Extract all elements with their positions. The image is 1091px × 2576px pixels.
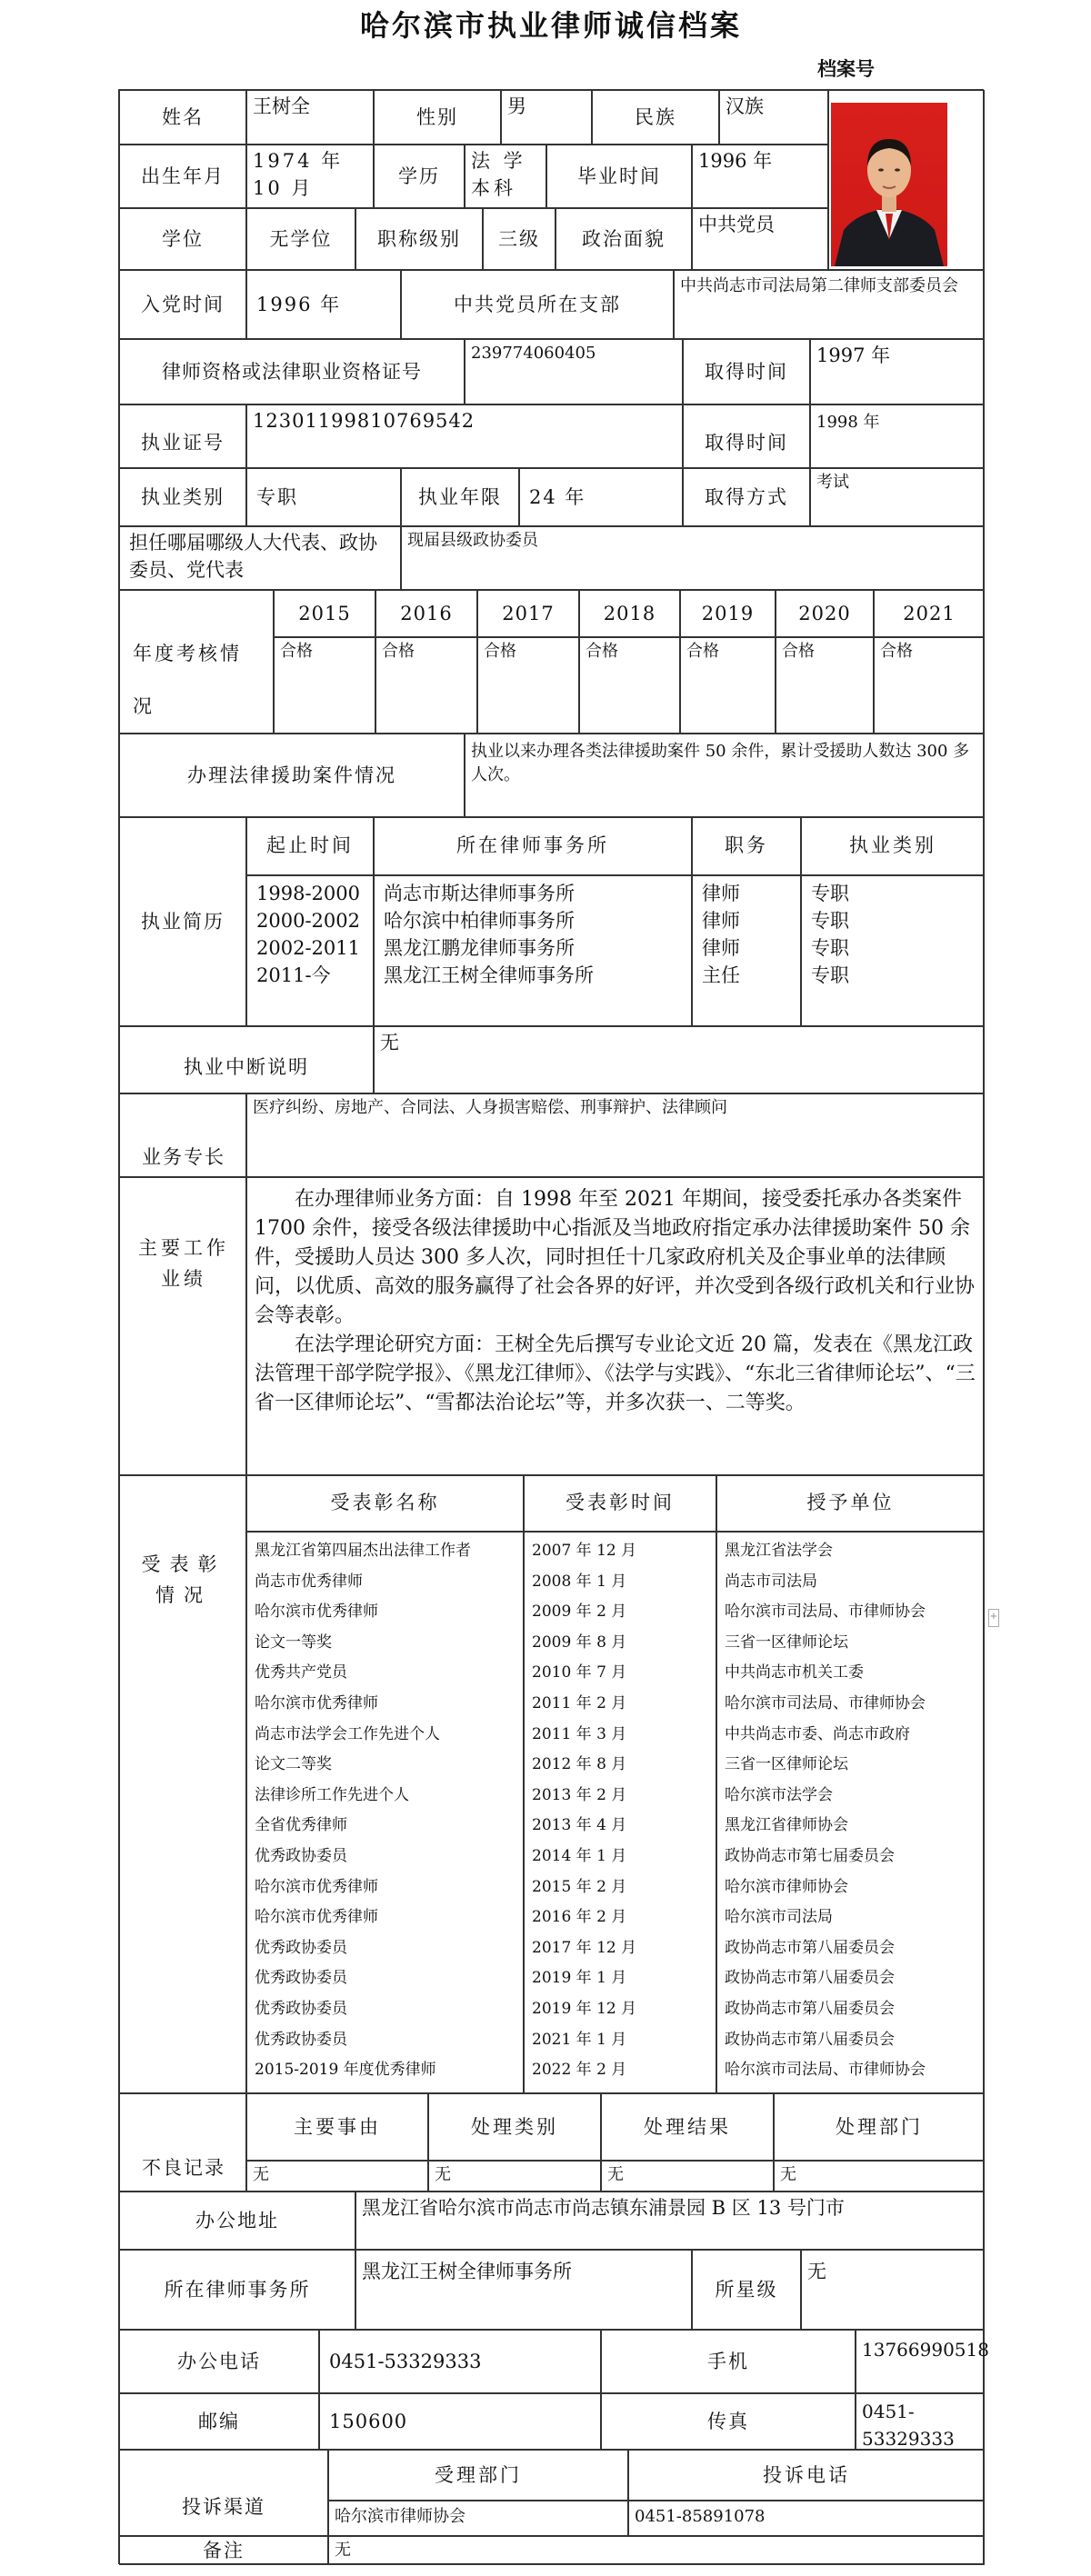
history-period-list bbox=[256, 880, 364, 989]
party-date-label: 入党时间 bbox=[119, 270, 246, 339]
license-date-label: 取得时间 bbox=[683, 404, 810, 468]
assessment-year: 2015 bbox=[274, 590, 375, 637]
ethnicity-value: 汉族 bbox=[719, 90, 828, 145]
award-unit: 尚志市司法局 bbox=[725, 1572, 817, 1591]
awards-header-date: 受表彰时间 bbox=[524, 1475, 716, 1532]
complaint-phone-header: 投诉电话 bbox=[628, 2450, 985, 2501]
assessment-year: 2020 bbox=[776, 590, 874, 637]
bad-records-value: 无 bbox=[774, 2161, 985, 2192]
birth-label: 出生年月 bbox=[119, 145, 246, 208]
award-unit: 中共尚志市委、尚志市政府 bbox=[725, 1724, 910, 1743]
award-name: 尚志市优秀律师 bbox=[255, 1572, 363, 1591]
scroll-marker-icon[interactable]: + bbox=[988, 1609, 999, 1627]
award-name: 黑龙江省第四届杰出法律工作者 bbox=[255, 1542, 471, 1560]
complaint-dept-value: 哈尔滨市律师协会 bbox=[328, 2501, 628, 2536]
history-kind: 专职 bbox=[811, 910, 849, 932]
award-name: 论文二等奖 bbox=[255, 1755, 332, 1774]
positions-label: 担任哪届哪级人大代表、政协委员、党代表 bbox=[119, 526, 401, 590]
political-value: 中共党员 bbox=[692, 208, 828, 270]
page-title: 哈尔滨市执业律师诚信档案 bbox=[359, 8, 742, 43]
firm-value: 黑龙江王树全律师事务所 bbox=[355, 2250, 692, 2330]
history-firm-list bbox=[384, 880, 682, 989]
award-name: 哈尔滨市优秀律师 bbox=[255, 1877, 378, 1896]
political-label: 政治面貌 bbox=[556, 208, 692, 270]
award-date-list bbox=[532, 1536, 708, 2086]
awards-label: 受表彰情况 bbox=[141, 1553, 226, 1606]
award-unit: 黑龙江省法学会 bbox=[725, 1542, 833, 1560]
award-name: 优秀政协委员 bbox=[255, 1969, 347, 1988]
legal-aid-text: 执业以来办理各类法律援助案件 50 余件，累计受援助人数达 300 多人次。 bbox=[465, 734, 985, 817]
award-name: 优秀共产党员 bbox=[255, 1663, 347, 1682]
assessment-year: 2017 bbox=[477, 590, 579, 637]
bad-records-label-cell bbox=[119, 2093, 246, 2192]
bad-records-header: 主要事由 bbox=[246, 2093, 428, 2161]
remarks-value: 无 bbox=[328, 2536, 985, 2565]
history-firm: 黑龙江鹏龙律师事务所 bbox=[384, 937, 575, 959]
award-name: 优秀政协委员 bbox=[255, 1999, 347, 2018]
award-name-list bbox=[255, 1536, 515, 2086]
bad-records-value: 无 bbox=[428, 2161, 601, 2192]
mobile-label: 手机 bbox=[601, 2330, 856, 2393]
complaint-phone-value: 0451-85891078 bbox=[628, 2501, 985, 2536]
assessment-result: 合格 bbox=[274, 637, 375, 734]
history-period: 2000-2002 bbox=[256, 910, 360, 932]
assessment-year: 2021 bbox=[874, 590, 985, 637]
achievements-paragraph-1: 在办理律师业务方面：自 1998 年至 2021 年期间，接受委托承办各类案件 1700 余件，接受各级法律援助中心指派及当地政府指定承办法律援助案件 50 余件，受援助人员达 300 多人次，同时担任十几家政府机关及企事业单的法律顾问，以优质、高效的服务赢得了社会各界的好评，并次受到各级行政机关和行业协会等表彰。 bbox=[255, 1188, 976, 1327]
specialty-label-cell bbox=[119, 1093, 246, 1177]
assessment-result: 合格 bbox=[477, 637, 579, 734]
history-roles bbox=[692, 875, 801, 1026]
award-unit: 政协尚志市第八届委员会 bbox=[725, 1969, 895, 1988]
award-date: 2016 年 2 月 bbox=[532, 1908, 627, 1927]
award-date: 2021 年 1 月 bbox=[532, 2030, 627, 2049]
history-firms bbox=[374, 875, 692, 1026]
archive-number-label: 档案号 bbox=[817, 57, 875, 80]
award-unit: 政协尚志市第八届委员会 bbox=[725, 2030, 895, 2049]
achievements-paragraph-2: 在法学理论研究方面：王树全先后撰写专业论文近 20 篇，发表在《黑龙江政法管理干部学院学报》、《黑龙江律师》、《法学与实践》、“东北三省律师论坛”、“三省一区律师论坛”、“雪都法治论坛”等，并多次获一、二等奖。 bbox=[255, 1333, 976, 1414]
awards-header-name: 受表彰名称 bbox=[246, 1475, 524, 1532]
years-label: 执业年限 bbox=[401, 468, 519, 526]
method-label: 取得方式 bbox=[683, 468, 810, 526]
bad-records-header: 处理部门 bbox=[774, 2093, 985, 2161]
bad-records-header: 处理结果 bbox=[601, 2093, 774, 2161]
phone-value: 0451-53329333 bbox=[319, 2330, 601, 2393]
name-label: 姓名 bbox=[119, 90, 246, 145]
award-date: 2011 年 3 月 bbox=[532, 1724, 627, 1743]
award-unit: 哈尔滨市法学会 bbox=[725, 1785, 833, 1804]
assessment-result: 合格 bbox=[680, 637, 776, 734]
education-value: 法 学 本科 bbox=[465, 145, 546, 208]
history-role: 主任 bbox=[702, 964, 740, 986]
practice-type-value: 专职 bbox=[246, 468, 401, 526]
assessment-result: 合格 bbox=[579, 637, 680, 734]
award-date: 2011 年 2 月 bbox=[532, 1693, 627, 1712]
history-period: 1998-2000 bbox=[256, 883, 360, 904]
history-header-firm: 所在律师事务所 bbox=[374, 817, 692, 875]
award-unit: 哈尔滨市司法局、市律师协会 bbox=[725, 1693, 926, 1712]
award-name: 全省优秀律师 bbox=[255, 1816, 347, 1835]
zip-label: 邮编 bbox=[119, 2393, 319, 2450]
ethnicity-label: 民族 bbox=[592, 90, 719, 145]
award-name: 优秀政协委员 bbox=[255, 2030, 347, 2049]
star-label: 所星级 bbox=[692, 2250, 801, 2330]
award-unit: 中共尚志市机关工委 bbox=[725, 1663, 864, 1682]
years-value: 24 年 bbox=[519, 468, 683, 526]
award-name: 2015-2019 年度优秀律师 bbox=[255, 2061, 436, 2080]
title-level-value: 三级 bbox=[483, 208, 556, 270]
assessment-result: 合格 bbox=[776, 637, 874, 734]
zip-value: 150600 bbox=[319, 2393, 601, 2450]
history-role-list bbox=[702, 880, 791, 989]
history-role: 律师 bbox=[702, 937, 740, 959]
award-date: 2014 年 1 月 bbox=[532, 1846, 627, 1865]
award-unit: 三省一区律师论坛 bbox=[725, 1632, 848, 1652]
award-date: 2013 年 2 月 bbox=[532, 1785, 627, 1804]
history-period: 2002-2011 bbox=[256, 937, 360, 959]
star-value: 无 bbox=[801, 2250, 985, 2330]
birth-value: 1974 年 10 月 bbox=[246, 145, 374, 208]
history-kind-list bbox=[811, 880, 975, 989]
history-header-kind: 执业类别 bbox=[801, 817, 985, 875]
bad-records-value: 无 bbox=[601, 2161, 774, 2192]
specialty-label: 业务专长 bbox=[142, 1146, 225, 1168]
award-name: 法律诊所工作先进个人 bbox=[255, 1785, 409, 1804]
award-date: 2022 年 2 月 bbox=[532, 2061, 627, 2080]
assessment-label: 年度考核情况 bbox=[133, 643, 242, 717]
awards-units bbox=[716, 1532, 985, 2093]
cert-date-value: 1997 年 bbox=[810, 339, 985, 404]
history-header-period: 起止时间 bbox=[246, 817, 374, 875]
gender-label: 性别 bbox=[374, 90, 501, 145]
history-kinds bbox=[801, 875, 985, 1026]
name-value: 王树全 bbox=[246, 90, 374, 145]
history-periods bbox=[246, 875, 374, 1026]
license-label: 执业证号 bbox=[119, 404, 246, 468]
title-level-label: 职称级别 bbox=[355, 208, 483, 270]
award-unit: 政协尚志市第八届委员会 bbox=[725, 1938, 895, 1957]
awards-names bbox=[246, 1532, 524, 2093]
award-unit: 哈尔滨市司法局 bbox=[725, 1908, 833, 1927]
award-unit: 哈尔滨市司法局、市律师协会 bbox=[725, 1603, 926, 1622]
awards-label-cell bbox=[119, 1475, 246, 2093]
archive-table bbox=[118, 89, 989, 2564]
award-date: 2012 年 8 月 bbox=[532, 1755, 627, 1774]
fax-value: 0451-53329333 bbox=[856, 2393, 985, 2450]
history-role: 律师 bbox=[702, 883, 740, 904]
branch-label: 中共党员所在支部 bbox=[401, 270, 674, 339]
achievements-text bbox=[246, 1177, 985, 1475]
award-name: 哈尔滨市优秀律师 bbox=[255, 1693, 378, 1712]
phone-label: 办公电话 bbox=[119, 2330, 319, 2393]
award-unit: 政协尚志市第七届委员会 bbox=[725, 1846, 895, 1865]
complaint-dept-header: 受理部门 bbox=[328, 2450, 628, 2501]
cert-label: 律师资格或法律职业资格证号 bbox=[119, 339, 465, 404]
award-name: 哈尔滨市优秀律师 bbox=[255, 1908, 378, 1927]
award-date: 2019 年 1 月 bbox=[532, 1969, 627, 1988]
award-date: 2015 年 2 月 bbox=[532, 1877, 627, 1896]
award-date: 2009 年 8 月 bbox=[532, 1632, 627, 1652]
award-unit: 哈尔滨市司法局、市律师协会 bbox=[725, 2061, 926, 2080]
graduation-label: 毕业时间 bbox=[546, 145, 692, 208]
achievements-label: 主要工作业绩 bbox=[138, 1237, 229, 1290]
achievements-label-cell bbox=[119, 1177, 246, 1475]
history-role: 律师 bbox=[702, 910, 740, 932]
cert-number: 239774060405 bbox=[465, 339, 683, 404]
assessment-year: 2018 bbox=[579, 590, 680, 637]
history-firm: 哈尔滨中柏律师事务所 bbox=[384, 910, 575, 932]
award-date: 2010 年 7 月 bbox=[532, 1663, 627, 1682]
award-name: 哈尔滨市优秀律师 bbox=[255, 1603, 378, 1622]
history-firm: 尚志市斯达律师事务所 bbox=[384, 883, 575, 904]
address-value: 黑龙江省哈尔滨市尚志市尚志镇东浦景园 B 区 13 号门市 bbox=[355, 2192, 985, 2250]
degree-value: 无学位 bbox=[246, 208, 355, 270]
education-label: 学历 bbox=[374, 145, 465, 208]
address-label: 办公地址 bbox=[119, 2192, 355, 2250]
degree-label: 学位 bbox=[119, 208, 246, 270]
party-date-value: 1996 年 bbox=[246, 270, 401, 339]
mobile-value: 13766990518 bbox=[856, 2330, 985, 2393]
fax-label: 传真 bbox=[601, 2393, 856, 2450]
award-name: 优秀政协委员 bbox=[255, 1846, 347, 1865]
remarks-label: 备注 bbox=[119, 2536, 328, 2565]
method-value: 考试 bbox=[810, 468, 985, 526]
cert-date-label: 取得时间 bbox=[683, 339, 810, 404]
positions-value: 现届县级政协委员 bbox=[401, 526, 985, 590]
history-kind: 专职 bbox=[811, 937, 849, 959]
award-unit-list bbox=[725, 1536, 976, 2086]
award-unit: 哈尔滨市律师协会 bbox=[725, 1877, 848, 1896]
portrait-figure bbox=[831, 103, 947, 266]
bad-records-header: 处理类别 bbox=[428, 2093, 601, 2161]
practice-type-label: 执业类别 bbox=[119, 468, 246, 526]
assessment-year: 2016 bbox=[375, 590, 477, 637]
history-header-role: 职务 bbox=[692, 817, 801, 875]
gender-value: 男 bbox=[501, 90, 592, 145]
award-date: 2008 年 1 月 bbox=[532, 1572, 627, 1591]
awards-dates bbox=[524, 1532, 716, 2093]
specialty-value: 医疗纠纷、房地产、合同法、人身损害赔偿、刑事辩护、法律顾问 bbox=[246, 1093, 985, 1177]
award-date: 2017 年 12 月 bbox=[532, 1938, 637, 1957]
award-unit: 三省一区律师论坛 bbox=[725, 1755, 848, 1774]
award-unit: 黑龙江省律师协会 bbox=[725, 1816, 848, 1835]
graduation-value: 1996 年 bbox=[692, 145, 828, 208]
history-kind: 专职 bbox=[811, 964, 849, 986]
award-date: 2009 年 2 月 bbox=[532, 1603, 627, 1622]
assessment-result: 合格 bbox=[375, 637, 477, 734]
legal-aid-label: 办理法律援助案件情况 bbox=[119, 734, 465, 817]
interruption-label: 执业中断说明 bbox=[119, 1026, 374, 1093]
history-firm: 黑龙江王树全律师事务所 bbox=[384, 964, 594, 986]
portrait-photo bbox=[831, 103, 947, 266]
branch-value: 中共尚志市司法局第二律师支部委员会 bbox=[674, 270, 985, 339]
history-period: 2011-今 bbox=[256, 964, 331, 986]
interruption-value: 无 bbox=[374, 1026, 985, 1093]
assessment-label-cell bbox=[119, 590, 274, 734]
award-name: 优秀政协委员 bbox=[255, 1938, 347, 1957]
award-date: 2019 年 12 月 bbox=[532, 1999, 637, 2018]
history-label: 执业简历 bbox=[119, 817, 246, 1026]
awards-header-unit: 授予单位 bbox=[716, 1475, 985, 1532]
award-name: 尚志市法学会工作先进个人 bbox=[255, 1724, 440, 1743]
history-kind: 专职 bbox=[811, 883, 849, 904]
award-date: 2007 年 12 月 bbox=[532, 1542, 637, 1560]
bad-records-label: 不良记录 bbox=[142, 2157, 225, 2179]
complaint-label: 投诉渠道 bbox=[119, 2450, 328, 2536]
award-name: 论文一等奖 bbox=[255, 1632, 332, 1652]
firm-label: 所在律师事务所 bbox=[119, 2250, 355, 2330]
license-date-value: 1998 年 bbox=[810, 404, 985, 468]
assessment-result: 合格 bbox=[874, 637, 985, 734]
award-date: 2013 年 4 月 bbox=[532, 1816, 627, 1835]
assessment-year: 2019 bbox=[680, 590, 776, 637]
award-unit: 政协尚志市第八届委员会 bbox=[725, 1999, 895, 2018]
bad-records-value: 无 bbox=[246, 2161, 428, 2192]
license-number: 12301199810769542 bbox=[246, 404, 683, 468]
